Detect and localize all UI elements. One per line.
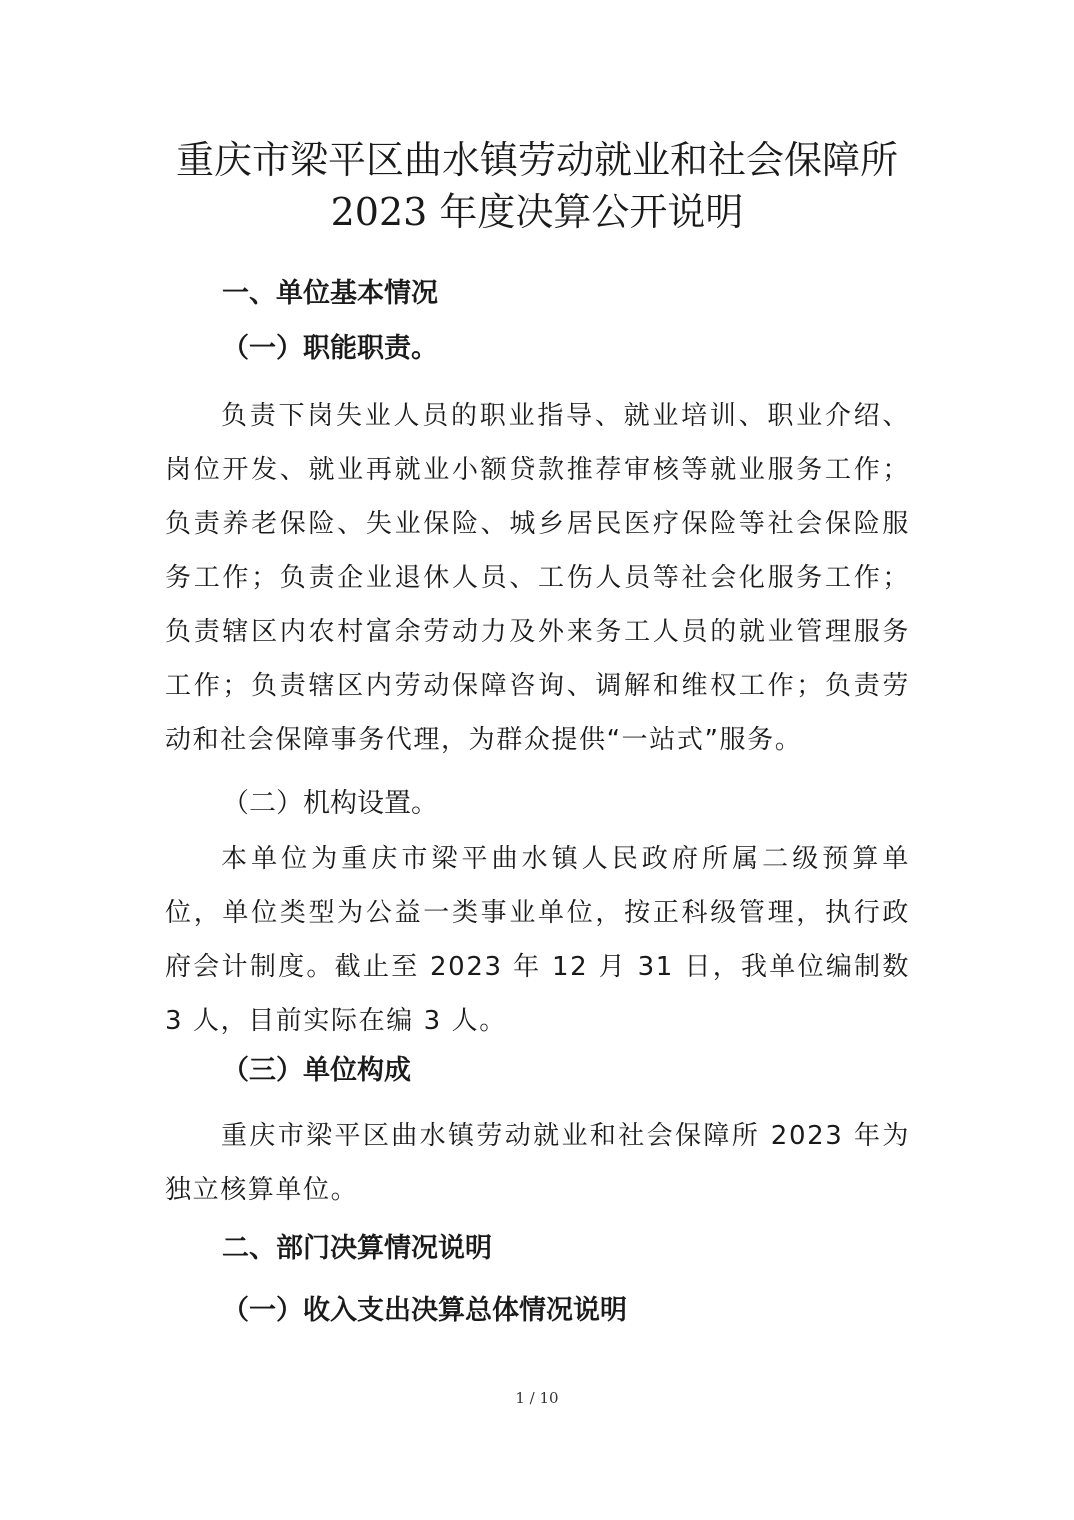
paragraph-composition: 重庆市梁平区曲水镇劳动就业和社会保障所 2023 年为独立核算单位。	[165, 1121, 910, 1205]
section-heading-basic-info: 一、单位基本情况	[222, 278, 438, 309]
section-heading-final-accounts: 二、部门决算情况说明	[222, 1233, 492, 1264]
subheading-income-expenditure: （一）收入支出决算总体情况说明	[222, 1295, 627, 1326]
subheading-duties: （一）职能职责。	[222, 333, 438, 364]
paragraph-duties: 负责下岗失业人员的职业指导、就业培训、职业介绍、岗位开发、就业再就业小额贷款推荐审核等就业服务工作；负责养老保险、失业保险、城乡居民医疗保险等社会保险服务工作；负责企业退休人员、工伤人员等社会化服务工作；负责辖区内农村富余劳动力及外来务工人员的就业管理服务工作；负责辖区内劳动保障咨询、调解和维权工作；负责劳动和社会保障事务代理，为群众提供“一站式”服务。	[165, 401, 910, 755]
subheading-organization: （二）机构设置。	[222, 788, 438, 819]
paragraph-organization: 本单位为重庆市梁平曲水镇人民政府所属二级预算单位，单位类型为公益一类事业单位，按正科级管理，执行政府会计制度。截止至 2023 年 12 月 31 日，我单位编制数 3 人，目前实际在编 3 人。	[165, 844, 910, 1036]
document-title-line2: 2023 年度决算公开说明	[330, 190, 744, 234]
page-number: 1 / 10	[515, 1389, 559, 1407]
subheading-composition: （三）单位构成	[222, 1055, 411, 1086]
document-title-line1: 重庆市梁平区曲水镇劳动就业和社会保障所	[175, 138, 898, 182]
